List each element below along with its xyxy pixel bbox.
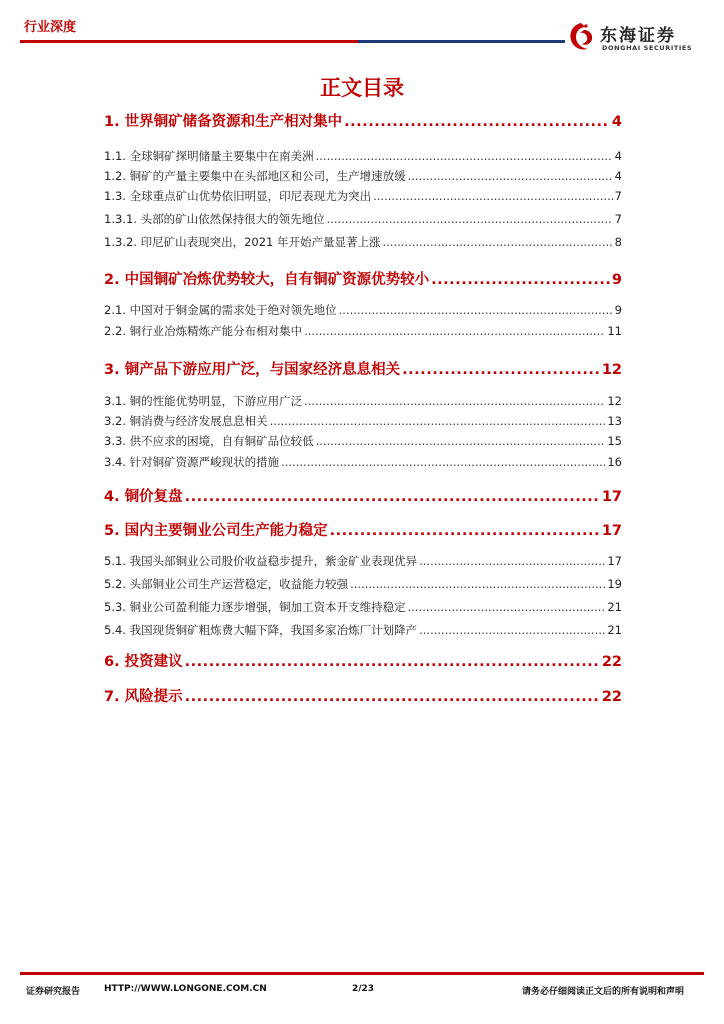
toc-section-entry[interactable] <box>104 234 622 250</box>
toc-dot-leader <box>402 362 600 378</box>
toc-page-number: 12 <box>607 394 622 408</box>
page-header <box>0 0 724 60</box>
toc-page-number: 21 <box>607 623 622 637</box>
toc-entry-title: 3.3. 供不应求的困境，自有铜矿品位较低 <box>104 434 314 448</box>
page-footer <box>0 968 724 1024</box>
toc-chapter-entry[interactable] <box>104 519 622 540</box>
toc-chapter-entry[interactable] <box>104 650 622 671</box>
toc-entry-title: 3. 铜产品下游应用广泛，与国家经济息息相关 <box>104 362 401 378</box>
toc-page-number: 4 <box>614 149 622 163</box>
toc-section-entry[interactable] <box>104 148 622 164</box>
toc-chapter-entry[interactable] <box>104 685 622 706</box>
toc-entry-title: 1.3. 全球重点矿山优势依旧明显，印尼表现尤为突出 <box>104 189 372 203</box>
toc-page-number: 17 <box>607 554 622 568</box>
toc-section-entry[interactable] <box>104 188 622 204</box>
toc-chapter-entry[interactable] <box>104 358 622 379</box>
toc-section-entry[interactable] <box>104 323 622 339</box>
toc-dot-leader <box>419 554 605 568</box>
toc-section-entry[interactable] <box>104 433 622 449</box>
toc-entry-title: 1.2. 铜矿的产量主要集中在头部地区和公司，生产增速放缓 <box>104 169 406 183</box>
toc-dot-leader <box>373 189 613 203</box>
toc-entry-title: 3.4. 针对铜矿资源严峻现状的措施 <box>104 455 280 469</box>
toc-page-number: 17 <box>601 523 622 539</box>
toc-entry-title: 3.2. 铜消费与经济发展息息相关 <box>104 414 268 428</box>
footer-url[interactable]: HTTP://WWW.LONGONE.COM.CN <box>104 984 267 994</box>
toc-page-number: 8 <box>614 235 622 249</box>
toc-dot-leader <box>408 600 606 614</box>
header-divider <box>20 40 565 43</box>
toc-page-number: 12 <box>601 362 622 378</box>
toc-dot-leader <box>383 235 613 249</box>
toc-dot-leader <box>281 455 605 469</box>
toc-entry-title: 1. 世界铜矿储备资源和生产相对集中 <box>104 114 343 130</box>
toc-section-entry[interactable] <box>104 576 622 592</box>
toc-dot-leader <box>316 149 613 163</box>
toc-dot-leader <box>185 489 600 505</box>
toc-entry-title: 3.1. 铜的性能优势明显，下游应用广泛 <box>104 394 303 408</box>
dragon-logo-icon <box>566 20 596 54</box>
toc-page-number: 15 <box>607 434 622 448</box>
toc-entry-title: 4. 铜价复盘 <box>104 489 183 505</box>
toc-page-number: 7 <box>614 189 622 203</box>
toc-dot-leader <box>185 654 600 670</box>
toc-dot-leader <box>304 324 605 338</box>
toc-entry-title: 1.3.1. 头部的矿山依然保持很大的领先地位 <box>104 212 325 226</box>
toc-title: 正文目录 <box>320 76 404 100</box>
toc-entry-title: 1.3.2. 印尼矿山表现突出，2021 年开始产量显著上涨 <box>104 235 381 249</box>
toc-section-entry[interactable] <box>104 622 622 638</box>
toc-dot-leader <box>316 434 606 448</box>
toc-section-entry[interactable] <box>104 553 622 569</box>
footer-page-indicator: 2/23 <box>352 984 375 994</box>
toc-entry-title: 5.1. 我国头部铜业公司股价收益稳步提升，紫金矿业表现优异 <box>104 554 418 568</box>
toc-dot-leader <box>339 303 613 317</box>
toc-section-entry[interactable] <box>104 393 622 409</box>
toc-entry-title: 2. 中国铜矿冶炼优势较大，自有铜矿资源优势较小 <box>104 272 430 288</box>
toc-entry-title: 7. 风险提示 <box>104 689 183 705</box>
toc-chapter-entry[interactable] <box>104 485 622 506</box>
toc-page-number: 16 <box>607 455 622 469</box>
toc-page-number: 4 <box>611 114 622 130</box>
toc-dot-leader <box>327 212 613 226</box>
toc-dot-leader <box>270 414 606 428</box>
toc-dot-leader <box>304 394 605 408</box>
toc-entry-title: 2.1. 中国对于铜金属的需求处于绝对领先地位 <box>104 303 337 317</box>
section-tag: 行业深度 <box>24 20 77 35</box>
toc-chapter-entry[interactable] <box>104 268 622 289</box>
footer-divider <box>20 972 704 975</box>
toc-section-entry[interactable] <box>104 211 622 227</box>
logo-english-name: DONGHAI SECURITIES <box>602 44 693 52</box>
toc-section-entry[interactable] <box>104 599 622 615</box>
toc-page-number: 13 <box>607 414 622 428</box>
logo-chinese-name: 东海证券 <box>600 26 676 46</box>
toc-page-number: 9 <box>614 303 622 317</box>
toc-chapter-entry[interactable] <box>104 110 622 131</box>
toc-entry-title: 5.3. 铜业公司盈利能力逐步增强，铜加工资本开支维持稳定 <box>104 600 406 614</box>
donghai-logo <box>566 20 706 56</box>
toc-page-number: 17 <box>601 489 622 505</box>
footer-report-label: 证券研究报告 <box>26 987 81 997</box>
toc-section-entry[interactable] <box>104 454 622 470</box>
toc-dot-leader <box>350 577 605 591</box>
toc-page-number: 7 <box>614 212 622 226</box>
toc-entry-title: 2.2. 铜行业冶炼精炼产能分布相对集中 <box>104 324 303 338</box>
toc-section-entry[interactable] <box>104 302 622 318</box>
toc-dot-leader <box>185 689 600 705</box>
toc-dot-leader <box>408 169 613 183</box>
toc-dot-leader <box>330 523 600 539</box>
toc-entry-title: 6. 投资建议 <box>104 654 183 670</box>
toc-page-number: 4 <box>614 169 622 183</box>
toc-page-number: 22 <box>601 654 622 670</box>
toc-entry-title: 1.1. 全球铜矿探明储量主要集中在南美洲 <box>104 149 314 163</box>
toc-dot-leader <box>431 272 610 288</box>
toc-page-number: 21 <box>607 600 622 614</box>
toc-section-entry[interactable] <box>104 413 622 429</box>
footer-disclaimer: 请务必仔细阅读正文后的所有说明和声明 <box>522 987 685 997</box>
toc-entry-title: 5.4. 我国现货铜矿粗炼费大幅下降，我国多家冶炼厂计划降产 <box>104 623 418 637</box>
toc-page-number: 11 <box>607 324 622 338</box>
toc-dot-leader <box>419 623 605 637</box>
toc-page-number: 9 <box>611 272 622 288</box>
toc-page-number: 22 <box>601 689 622 705</box>
toc-entry-title: 5.2. 头部铜业公司生产运营稳定，收益能力较强 <box>104 577 349 591</box>
toc-dot-leader <box>344 114 610 130</box>
toc-page-number: 19 <box>607 577 622 591</box>
toc-section-entry[interactable] <box>104 168 622 184</box>
toc-entry-title: 5. 国内主要铜业公司生产能力稳定 <box>104 523 328 539</box>
